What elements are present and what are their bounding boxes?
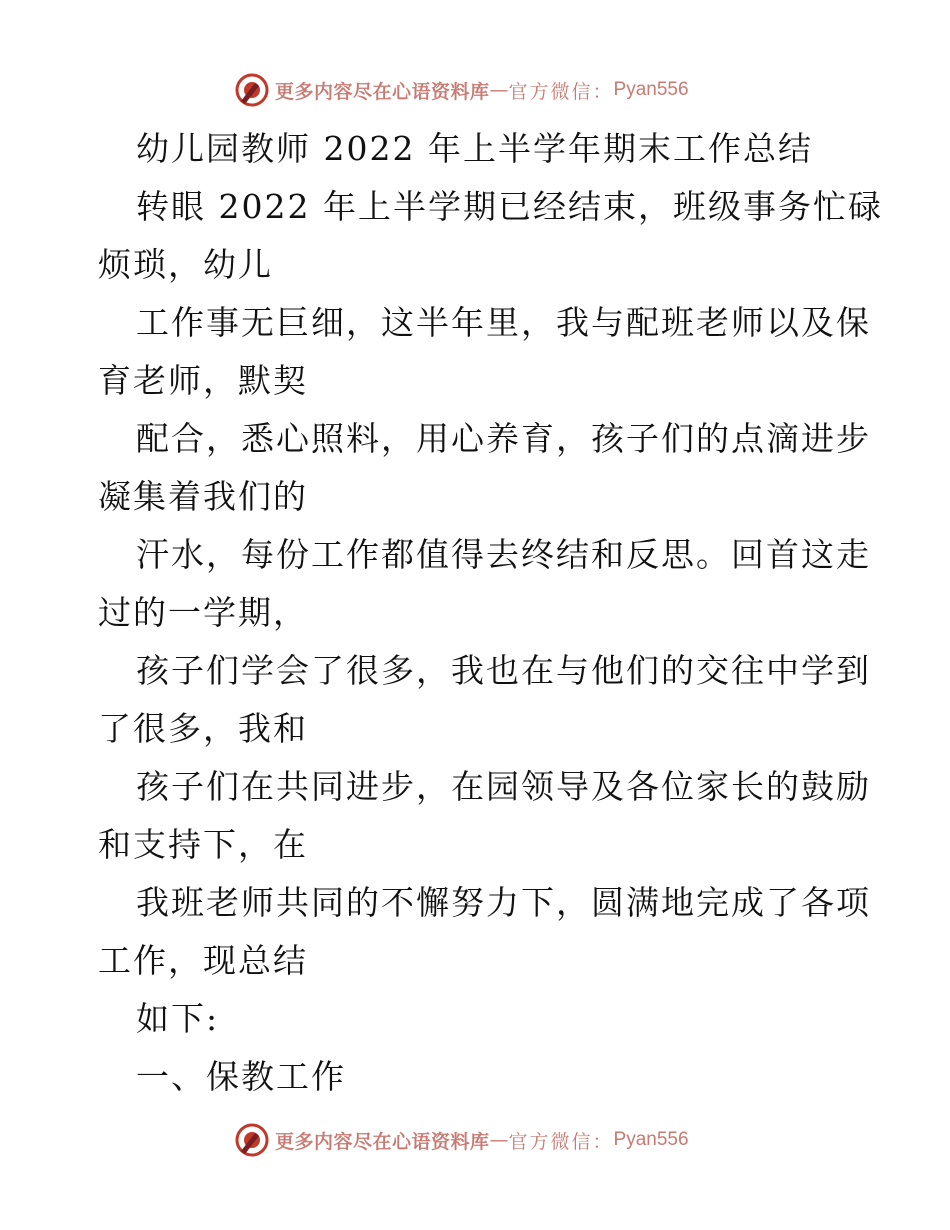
paragraph-line: 过的一学期， bbox=[98, 593, 308, 632]
paragraph-line: 工作，现总结 bbox=[98, 941, 308, 980]
banner-dash: — bbox=[489, 1129, 509, 1151]
paragraph-line: 了很多，我和 bbox=[98, 709, 308, 748]
banner-wechat-id: Pyan556 bbox=[613, 79, 689, 100]
banner-site-text: 更多内容尽在心语资料库 bbox=[275, 1130, 490, 1153]
paragraph-line: 和支持下，在 bbox=[98, 825, 308, 864]
document-body bbox=[98, 120, 883, 1106]
banner-wechat-id: Pyan556 bbox=[613, 1129, 689, 1150]
paragraph-line: 烦琐，幼儿 bbox=[98, 245, 273, 284]
footer-banner bbox=[235, 1120, 689, 1160]
banner-wechat-label: 官方微信： bbox=[508, 1130, 614, 1153]
logo-icon bbox=[235, 1123, 269, 1157]
paragraph-line: 孩子们学会了很多，我也在与他们的交往中学到 bbox=[136, 651, 871, 690]
banner-dash: — bbox=[489, 79, 509, 101]
paragraph-line: 汗水，每份工作都值得去终结和反思。回首这走 bbox=[136, 535, 871, 574]
header-banner bbox=[235, 70, 689, 110]
document-title: 幼儿园教师 2022 年上半学年期末工作总结 bbox=[136, 129, 813, 168]
paragraph-line: 我班老师共同的不懈努力下，圆满地完成了各项 bbox=[136, 883, 871, 922]
paragraph-line: 凝集着我们的 bbox=[98, 477, 308, 516]
section-heading: 一、保教工作 bbox=[136, 1057, 346, 1096]
paragraph-line: 孩子们在共同进步，在园领导及各位家长的鼓励 bbox=[136, 767, 871, 806]
paragraph-line: 工作事无巨细，这半年里，我与配班老师以及保 bbox=[136, 303, 871, 342]
paragraph-line: 配合，悉心照料，用心养育，孩子们的点滴进步 bbox=[136, 419, 871, 458]
banner-wechat-label: 官方微信： bbox=[508, 80, 614, 103]
banner-site-text: 更多内容尽在心语资料库 bbox=[275, 80, 490, 103]
paragraph-line: 转眼 2022 年上半学期已经结束，班级事务忙碌 bbox=[136, 187, 883, 226]
paragraph-line: 如下: bbox=[136, 999, 220, 1038]
paragraph-line: 育老师，默契 bbox=[98, 361, 308, 400]
logo-icon bbox=[235, 73, 269, 107]
